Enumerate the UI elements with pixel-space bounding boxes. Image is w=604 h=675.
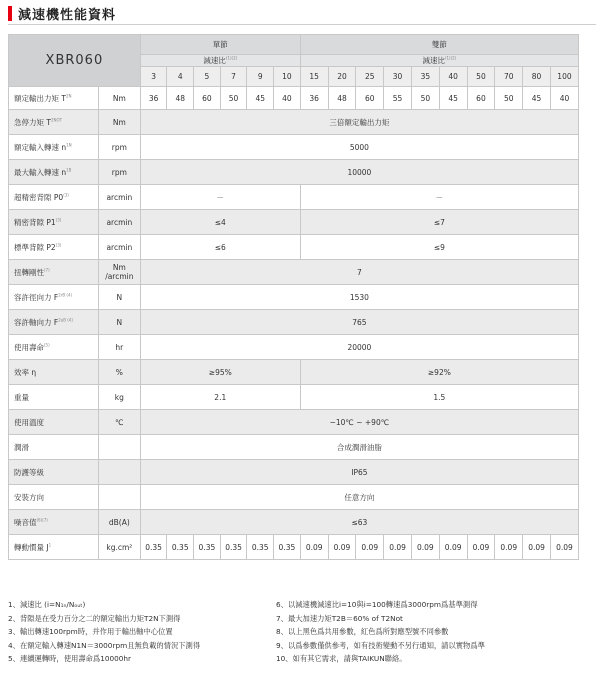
notes-right	[276, 598, 485, 666]
spec-unit: Nm	[98, 87, 140, 110]
model-name: XBR060	[9, 35, 141, 87]
spec-value: 0.09	[467, 535, 495, 560]
spec-value: 40	[274, 87, 301, 110]
spec-label: 精密背隙 P1$^{(3)}$	[9, 210, 99, 235]
spec-row	[9, 360, 579, 385]
spec-label: 使用溫度	[9, 410, 99, 435]
spec-unit: arcmin	[98, 185, 140, 210]
title-divider	[8, 24, 596, 25]
ratio-cell: 10	[274, 67, 301, 87]
spec-unit: %	[98, 360, 140, 385]
spec-row	[9, 160, 579, 185]
spec-value-single: ≥95%	[140, 360, 300, 385]
spec-value-single: －	[140, 185, 300, 210]
spec-row	[9, 135, 579, 160]
ratio-cell: 50	[467, 67, 495, 87]
spec-value: 0.09	[384, 535, 412, 560]
spec-value: 0.35	[167, 535, 194, 560]
spec-label: 容許徑向力 F$^{2rB (4)}$	[9, 285, 99, 310]
spec-value-all: −10℃ ~ +90℃	[140, 410, 578, 435]
spec-row	[9, 87, 579, 110]
spec-value: 0.35	[220, 535, 247, 560]
spec-label: 急停力矩 T$^{2NOT}$	[9, 110, 99, 135]
spec-label: 最大輸入轉速 n$^{1B}$	[9, 160, 99, 185]
spec-label: 重量	[9, 385, 99, 410]
spec-value: 0.35	[274, 535, 301, 560]
ratio-cell: 25	[356, 67, 384, 87]
spec-label: 安裝方向	[9, 485, 99, 510]
ratio-cell: 80	[523, 67, 551, 87]
spec-label: 超精密背隙 P0$^{(3)}$	[9, 185, 99, 210]
ratio-cell: 30	[384, 67, 412, 87]
spec-value-single: ≤4	[140, 210, 300, 235]
ratio-header-single: 減速比$^{(1)(2)}$	[140, 55, 300, 67]
spec-value: 36	[300, 87, 328, 110]
spec-row	[9, 335, 579, 360]
footnote: 1、減速比 (i=N₁ₙ/Nₒᵤₜ)	[8, 600, 86, 609]
spec-value: 36	[140, 87, 167, 110]
spec-label: 使用壽命$^{(5)}$	[9, 335, 99, 360]
spec-label: 額定輸出力矩 T$^{2N}$	[9, 87, 99, 110]
ratio-cell: 40	[439, 67, 467, 87]
footnote: 7、最大加速力矩T2B＝60% of T2Not	[276, 613, 403, 623]
ratio-cell: 4	[167, 67, 194, 87]
spec-value: 0.09	[495, 535, 523, 560]
spec-value-all: ≤63	[140, 510, 578, 535]
spec-value: 0.35	[194, 535, 221, 560]
spec-unit: Nm	[98, 110, 140, 135]
spec-value-all: 10000	[140, 160, 578, 185]
footnote: 9、以爲參數僅供參考，如有技術變動不另行通知，請以實物爲準	[276, 640, 485, 650]
spec-value: 0.09	[328, 535, 356, 560]
ratio-cell: 70	[495, 67, 523, 87]
spec-value: 60	[194, 87, 221, 110]
spec-value: 48	[328, 87, 356, 110]
footnote: 2、背隙是在受力百分之二的額定輸出力矩T2N下測得	[8, 613, 181, 623]
spec-value: 0.09	[523, 535, 551, 560]
spec-label: 潤滑	[9, 435, 99, 460]
section-header	[8, 4, 116, 23]
spec-label: 標準背隙 P2$^{(3)}$	[9, 235, 99, 260]
spec-row	[9, 235, 579, 260]
spec-unit: arcmin	[98, 210, 140, 235]
ratio-cell: 5	[194, 67, 221, 87]
spec-unit: rpm	[98, 135, 140, 160]
spec-row	[9, 435, 579, 460]
spec-value: 45	[439, 87, 467, 110]
spec-row	[9, 510, 579, 535]
ratio-cell: 100	[550, 67, 578, 87]
spec-value: 55	[384, 87, 412, 110]
ratio-cell: 7	[220, 67, 247, 87]
spec-unit: kg.cm²	[98, 535, 140, 560]
spec-value: 45	[523, 87, 551, 110]
spec-row	[9, 535, 579, 560]
spec-value: 48	[167, 87, 194, 110]
spec-unit: N	[98, 285, 140, 310]
spec-row	[9, 285, 579, 310]
spec-unit: ℃	[98, 410, 140, 435]
spec-value-all: 765	[140, 310, 578, 335]
spec-value: 0.35	[140, 535, 167, 560]
spec-value-double: －	[300, 185, 578, 210]
spec-label: 防護等級	[9, 460, 99, 485]
spec-row	[9, 385, 579, 410]
spec-unit	[98, 435, 140, 460]
double-stage-header: 雙節	[300, 35, 578, 55]
spec-label: 效率 η	[9, 360, 99, 385]
spec-value: 40	[550, 87, 578, 110]
spec-table	[8, 34, 579, 560]
notes-left	[8, 598, 200, 666]
spec-row	[9, 460, 579, 485]
spec-label: 容許軸向力 F$^{2aB (4)}$	[9, 310, 99, 335]
spec-value: 50	[220, 87, 247, 110]
ratio-cell: 15	[300, 67, 328, 87]
ratio-cell: 35	[411, 67, 439, 87]
spec-unit: N	[98, 310, 140, 335]
spec-unit: Nm /arcmin	[98, 260, 140, 285]
spec-row	[9, 485, 579, 510]
spec-label: 轉動慣量 J$^1$	[9, 535, 99, 560]
ratio-cell: 20	[328, 67, 356, 87]
footnote: 3、輸出轉速100rpm時，并作用于輸出軸中心位置	[8, 627, 173, 637]
spec-value-double: ≤9	[300, 235, 578, 260]
footnote: 10、如有其它需求，請與TAIKUN聯絡。	[276, 654, 407, 664]
footnote: 8、以上黑色爲共用參數，紅色爲所對應型號不同參數	[276, 627, 449, 637]
ratio-cell: 9	[247, 67, 274, 87]
ratio-cell: 3	[140, 67, 167, 87]
spec-value: 0.09	[411, 535, 439, 560]
spec-unit: hr	[98, 335, 140, 360]
spec-value: 0.09	[439, 535, 467, 560]
spec-value-all: 5000	[140, 135, 578, 160]
spec-unit: dB(A)	[98, 510, 140, 535]
spec-value-double: ≤7	[300, 210, 578, 235]
single-stage-header: 單節	[140, 35, 300, 55]
spec-value: 0.09	[550, 535, 578, 560]
spec-value: 50	[495, 87, 523, 110]
spec-value-single: 2.1	[140, 385, 300, 410]
spec-value-double: 1.5	[300, 385, 578, 410]
spec-value-all: IP65	[140, 460, 578, 485]
spec-unit	[98, 485, 140, 510]
spec-value-all: 7	[140, 260, 578, 285]
page-title: 減速機性能資料	[18, 8, 117, 23]
spec-value: 60	[467, 87, 495, 110]
spec-row	[9, 110, 579, 135]
spec-value-all: 1530	[140, 285, 578, 310]
ratio-header-double: 減速比$^{(1)(2)}$	[300, 55, 578, 67]
spec-row	[9, 210, 579, 235]
spec-value: 0.35	[247, 535, 274, 560]
spec-value: 45	[247, 87, 274, 110]
spec-value: 60	[356, 87, 384, 110]
spec-row	[9, 185, 579, 210]
spec-row	[9, 410, 579, 435]
spec-label: 噪音值$^{(6)(7)}$	[9, 510, 99, 535]
footnote: 5、連續運轉時，使用壽命爲10000hr	[8, 654, 132, 664]
footnote: 6、以減速機減速比i=10與i=100轉速爲3000rpm爲基準測得	[276, 600, 478, 609]
spec-value-all: 20000	[140, 335, 578, 360]
spec-unit: arcmin	[98, 235, 140, 260]
footnote: 4、在額定輸入轉速N1N＝3000rpm且無負載的情況下測得	[8, 640, 201, 650]
spec-row	[9, 260, 579, 285]
spec-value-all: 任意方向	[140, 485, 578, 510]
spec-label: 額定輸入轉速 n$^{1N}$	[9, 135, 99, 160]
spec-unit: rpm	[98, 160, 140, 185]
spec-label: 扭轉剛性$^{(7)}$	[9, 260, 99, 285]
spec-unit	[98, 460, 140, 485]
title-accent-bar	[8, 6, 12, 21]
spec-value: 0.09	[356, 535, 384, 560]
spec-unit: kg	[98, 385, 140, 410]
spec-value: 0.09	[300, 535, 328, 560]
spec-value: 50	[411, 87, 439, 110]
spec-value-all: 三倍額定輸出力矩	[140, 110, 578, 135]
spec-row	[9, 310, 579, 335]
spec-value-all: 合成潤滑油脂	[140, 435, 578, 460]
spec-value-double: ≥92%	[300, 360, 578, 385]
spec-value-single: ≤6	[140, 235, 300, 260]
